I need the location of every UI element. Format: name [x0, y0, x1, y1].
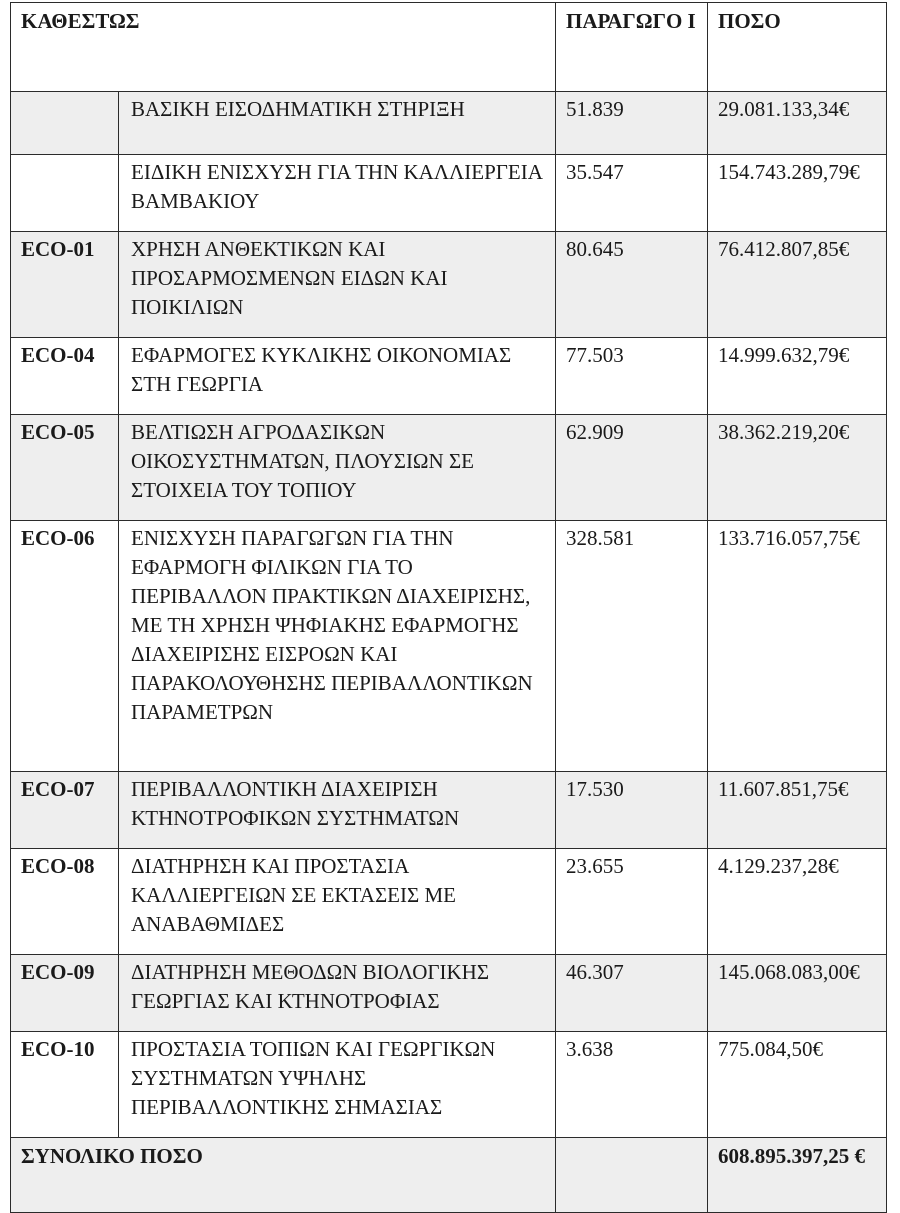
row-amount: 133.716.057,75€ — [708, 521, 887, 772]
row-amount: 11.607.851,75€ — [708, 772, 887, 849]
row-description: ΕΙΔΙΚΗ ΕΝΙΣΧΥΣΗ ΓΙΑ ΤΗΝ ΚΑΛΛΙΕΡΓΕΙΑ ΒΑΜΒΑΚΙΟΥ — [119, 155, 556, 232]
row-description: ΕΝΙΣΧΥΣΗ ΠΑΡΑΓΩΓΩΝ ΓΙΑ ΤΗΝ ΕΦΑΡΜΟΓΗ ΦΙΛΙΚΩΝ ΓΙΑ ΤΟ ΠΕΡΙΒΑΛΛΟΝ ΠΡΑΚΤΙΚΩΝ ΔΙΑΧΕΙΡΙΣΗΣ, ΜΕ ΤΗ ΧΡΗΣΗ ΨΗΦΙΑΚΗΣ ΕΦΑΡΜΟΓΗΣ ΔΙΑΧΕΙΡΙΣΗΣ ΕΙΣΡΟΩΝ ΚΑΙ ΠΑΡΑΚΟΛΟΥΘΗΣΗΣ ΠΕΡΙΒΑΛΛΟΝΤΙΚΩΝ ΠΑΡΑΜΕΤΡΩΝ — [119, 521, 556, 772]
table-row — [11, 1032, 887, 1138]
row-amount: 76.412.807,85€ — [708, 232, 887, 338]
row-description: ΧΡΗΣΗ ΑΝΘΕΚΤΙΚΩΝ ΚΑΙ ΠΡΟΣΑΡΜΟΣΜΕΝΩΝ ΕΙΔΩΝ ΚΑΙ ΠΟΙΚΙΛΙΩΝ — [119, 232, 556, 338]
row-code: ECO-06 — [11, 521, 119, 772]
row-code: ECO-08 — [11, 849, 119, 955]
table-row — [11, 155, 887, 232]
row-producers: 77.503 — [556, 338, 708, 415]
row-amount: 38.362.219,20€ — [708, 415, 887, 521]
row-description: ΔΙΑΤΗΡΗΣΗ ΜΕΘΟΔΩΝ ΒΙΟΛΟΓΙΚΗΣ ΓΕΩΡΓΙΑΣ ΚΑΙ ΚΤΗΝΟΤΡΟΦΙΑΣ — [119, 955, 556, 1032]
row-description: ΒΑΣΙΚΗ ΕΙΣΟΔΗΜΑΤΙΚΗ ΣΤΗΡΙΞΗ — [119, 92, 556, 155]
table-row — [11, 415, 887, 521]
row-producers: 17.530 — [556, 772, 708, 849]
row-amount: 29.081.133,34€ — [708, 92, 887, 155]
header-category: ΚΑΘΕΣΤΩΣ — [11, 3, 556, 92]
table-row — [11, 521, 887, 772]
row-amount: 14.999.632,79€ — [708, 338, 887, 415]
table-row — [11, 849, 887, 955]
row-amount: 154.743.289,79€ — [708, 155, 887, 232]
total-producers — [556, 1138, 708, 1213]
total-amount: 608.895.397,25 € — [708, 1138, 887, 1213]
row-description: ΕΦΑΡΜΟΓΕΣ ΚΥΚΛΙΚΗΣ ΟΙΚΟΝΟΜΙΑΣ ΣΤΗ ΓΕΩΡΓΙΑ — [119, 338, 556, 415]
row-code: ECO-07 — [11, 772, 119, 849]
row-producers: 3.638 — [556, 1032, 708, 1138]
row-code — [11, 92, 119, 155]
row-producers: 51.839 — [556, 92, 708, 155]
table-row — [11, 232, 887, 338]
row-code: ECO-10 — [11, 1032, 119, 1138]
row-description: ΒΕΛΤΙΩΣΗ ΑΓΡΟΔΑΣΙΚΩΝ ΟΙΚΟΣΥΣΤΗΜΑΤΩΝ, ΠΛΟΥΣΙΩΝ ΣΕ ΣΤΟΙΧΕΙΑ ΤΟΥ ΤΟΠΙΟΥ — [119, 415, 556, 521]
table-row — [11, 955, 887, 1032]
header-amount: ΠΟΣΟ — [708, 3, 887, 92]
row-producers: 35.547 — [556, 155, 708, 232]
row-code: ECO-01 — [11, 232, 119, 338]
row-amount: 4.129.237,28€ — [708, 849, 887, 955]
table-row — [11, 92, 887, 155]
row-producers: 328.581 — [556, 521, 708, 772]
row-producers: 46.307 — [556, 955, 708, 1032]
header-producers: ΠΑΡΑΓΩΓΟ Ι — [556, 3, 708, 92]
payments-table — [10, 2, 887, 1213]
row-code: ECO-09 — [11, 955, 119, 1032]
row-producers: 62.909 — [556, 415, 708, 521]
row-code — [11, 155, 119, 232]
row-producers: 23.655 — [556, 849, 708, 955]
row-amount: 145.068.083,00€ — [708, 955, 887, 1032]
row-producers: 80.645 — [556, 232, 708, 338]
row-code: ECO-05 — [11, 415, 119, 521]
total-label: ΣΥΝΟΛΙΚΟ ΠΟΣΟ — [11, 1138, 556, 1213]
row-description: ΔΙΑΤΗΡΗΣΗ ΚΑΙ ΠΡΟΣΤΑΣΙΑ ΚΑΛΛΙΕΡΓΕΙΩΝ ΣΕ ΕΚΤΑΣΕΙΣ ΜΕ ΑΝΑΒΑΘΜΙΔΕΣ — [119, 849, 556, 955]
row-description: ΠΡΟΣΤΑΣΙΑ ΤΟΠΙΩΝ ΚΑΙ ΓΕΩΡΓΙΚΩΝ ΣΥΣΤΗΜΑΤΩΝ ΥΨΗΛΗΣ ΠΕΡΙΒΑΛΛΟΝΤΙΚΗΣ ΣΗΜΑΣΙΑΣ — [119, 1032, 556, 1138]
row-description: ΠΕΡΙΒΑΛΛΟΝΤΙΚΗ ΔΙΑΧΕΙΡΙΣΗ ΚΤΗΝΟΤΡΟΦΙΚΩΝ ΣΥΣΤΗΜΑΤΩΝ — [119, 772, 556, 849]
table-row — [11, 338, 887, 415]
table-row — [11, 772, 887, 849]
row-code: ECO-04 — [11, 338, 119, 415]
total-row — [11, 1138, 887, 1213]
table-header-row — [11, 3, 887, 92]
row-amount: 775.084,50€ — [708, 1032, 887, 1138]
